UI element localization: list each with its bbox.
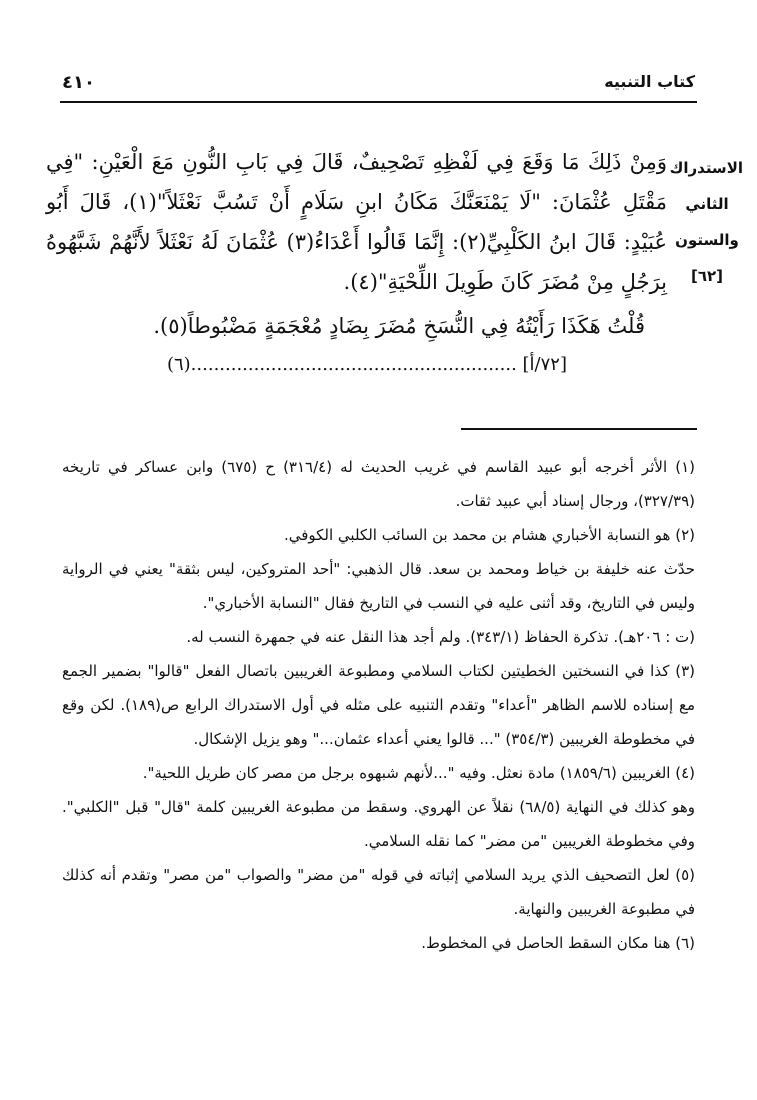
footnote: (٢) هو النسابة الأخباري هشام بن محمد بن السائب الكلبي الكوفي.	[283, 526, 695, 544]
side-note-number: [٦٢]	[690, 267, 724, 285]
main-text	[46, 142, 667, 380]
main-paragraph: قُلْتُ هَكَذَا رَأَيْتُهُ فِي النُّسَخِ مُضَرَ بِضَادٍ مُعْجَمَةٍ مَضْبُوطاً(٥).	[153, 314, 645, 338]
footnote-continuation: (ت : ٢٠٦هـ). تذكرة الحفاظ (٣٤٣/١). ولم أجد هذا النقل عنه في جمهرة النسب له.	[186, 628, 695, 646]
footnote-separator	[461, 428, 697, 430]
footnote: (٣) كذا في النسختين الخطيتين لكتاب السلامي ومطبوعة الغريبين باتصال الفعل "قالوا" بضمير الجمع مع إسناده للاسم الظاهر "أعداء" وتقدم التنبيه على مثله في أول الاستدراك الرابع ص(١٨٩). لكن وقع في مخطوطة الغريبين (٣٥٤/٣) "... قالوا يعني أعداء عثمان..." وهو يزيل الإشكال.	[62, 662, 695, 748]
footnote-continuation: وهو كذلك في النهاية (٦٨/٥) نقلاً عن الهروي. وسقط من مطبوعة الغريبين كلمة "قال" قبل "الكلبي". وفي مخطوطة الغريبين "من مضر" كما نقله السلامي.	[62, 798, 695, 850]
page-number: ٤١٠	[62, 72, 95, 93]
side-note-line: الثاني	[685, 195, 729, 213]
main-paragraph: وَمِنْ ذَلِكَ مَا وَقَعَ فِي لَفْظِهِ تَصْحِيفٌ، قَالَ فِي بَابِ النُّونِ مَعَ الْعَيْنِ: "فِي مَقْتَلِ عُثْمَانَ: "لَا يَمْنَعَنَّكَ مَكَانُ ابنِ سَلَامٍ أَنْ تَسُبَّ نَعْثَلاً"(١)، قَالَ أَبُو عُبَيْدٍ: قَالَ ابنُ الكَلْبِيِّ(٢): إِنَّمَا قَالُوا أَعْدَاءُ(٣) عُثْمَانَ لَهُ نَعْثَلاً لأَنَّهُمْ شَبَّهُوهُ بِرَجُلٍ مِنْ مُضَرَ كَانَ طَوِيلَ اللِّحْيَةِ"(٤).	[46, 150, 668, 294]
footnote: (٤) الغريبين (١٨٥٩/٦) مادة نعثل. وفيه "...لأنهم شبهوه برجل من مصر كان طريل اللحية".	[142, 764, 695, 782]
manuscript-gap-line: [٧٢/أ] .........................................................(٦)	[166, 354, 567, 375]
side-note-line: والستون	[675, 231, 739, 249]
footnote: (٦) هنا مكان السقط الحاصل في المخطوط.	[421, 934, 695, 952]
footnote-continuation: حدّث عنه خليفة بن خياط ومحمد بن سعد. قال الذهبي: "أحد المتروكين، ليس بثقة" يعني في الرواية وليس في التاريخ، وقد أثنى عليه في النسب في التاريخ فقال "النسابة الأخباري".	[62, 560, 695, 612]
footnote: (٥) لعل التصحيف الذي يريد السلامي إثباته في قوله "من مضر" والصواب "من مصر" وتقدم أنه كذلك في مطبوعة الغريبين والنهاية.	[62, 866, 695, 918]
running-header	[62, 70, 695, 100]
side-note-line: الاستدراك	[669, 159, 743, 177]
book-title: كتاب التنبيه	[604, 72, 695, 91]
footnotes	[62, 450, 695, 960]
footnote: (١) الأثر أخرجه أبو عبيد القاسم في غريب الحديث له (٣١٦/٤) ح (٦٧٥) وابن عساكر في تاريخه (٣٢٧/٣٩)، ورجال إسناد أبي عبيد ثقات.	[62, 458, 695, 510]
side-note	[671, 150, 743, 294]
header-rule	[60, 101, 697, 103]
